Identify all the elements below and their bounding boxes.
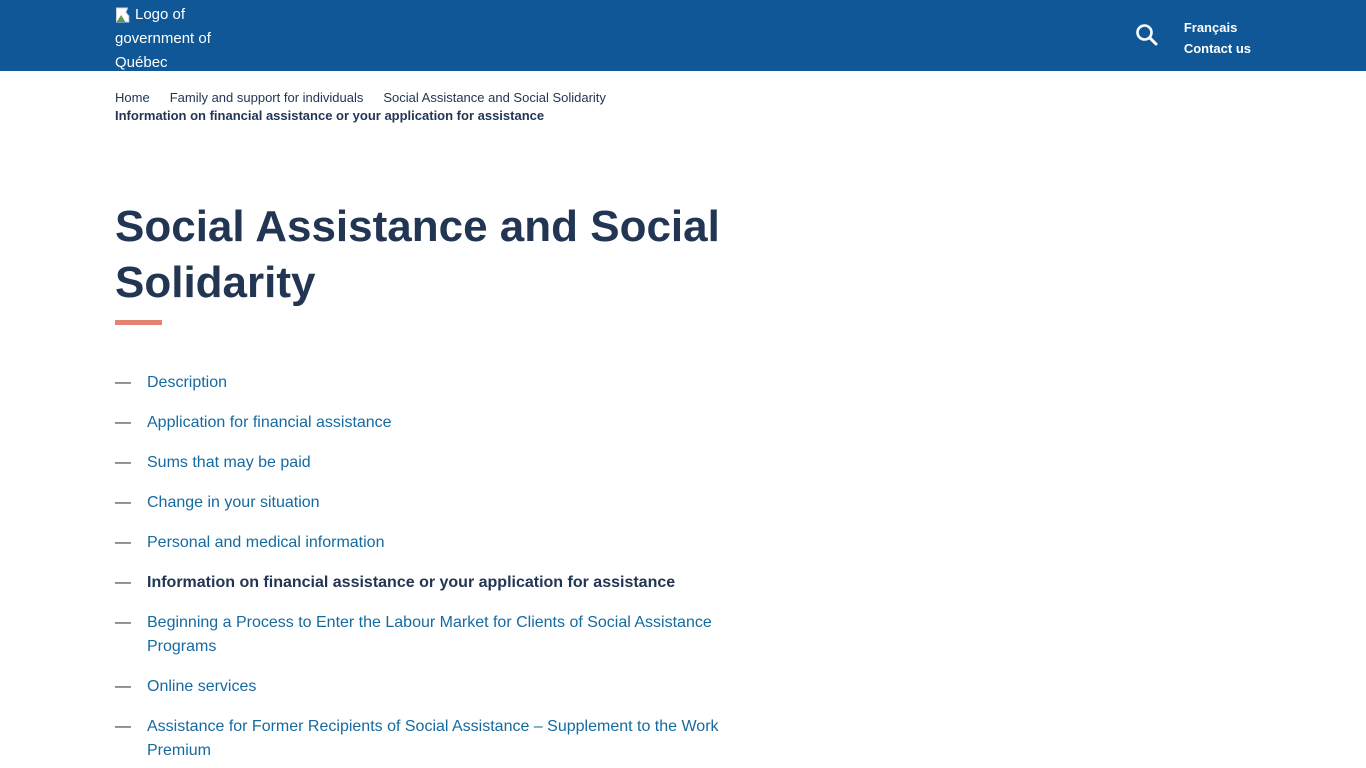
- breadcrumb-item-social-assistance[interactable]: Social Assistance and Social Solidarity: [383, 90, 606, 105]
- contact-us-link[interactable]: Contact us: [1183, 41, 1251, 56]
- toc-current-page-info-financial-assistance: Information on financial assistance or your application for assistance: [147, 574, 676, 591]
- dash-bullet: —: [115, 414, 131, 431]
- logo-alt-text: government of: [115, 30, 211, 47]
- dash-bullet: —: [115, 718, 131, 735]
- dash-bullet: —: [115, 454, 131, 471]
- dash-bullet: —: [115, 678, 131, 695]
- toc-link-beginning-process-labour-market[interactable]: Beginning a Process to Enter the Labour Market for Clients of Social Assistance Programs: [147, 614, 712, 655]
- search-icon: [1134, 36, 1160, 51]
- page-title: Social Assistance and Social Solidarity: [115, 202, 720, 307]
- breadcrumb-item-family-support[interactable]: Family and support for individuals: [169, 90, 364, 105]
- list-item: [115, 571, 1366, 595]
- site-header: [0, 0, 1366, 71]
- logo-link[interactable]: [115, 3, 211, 75]
- list-item: [115, 675, 1366, 699]
- list-item: [115, 411, 1366, 435]
- logo-alt-text: Québec: [115, 54, 168, 71]
- list-item: [115, 451, 1366, 475]
- toc-link-change-situation[interactable]: Change in your situation: [147, 494, 320, 511]
- dash-bullet: —: [115, 574, 131, 591]
- toc-link-personal-medical-info[interactable]: Personal and medical information: [147, 534, 385, 551]
- title-accent-bar: [115, 320, 162, 325]
- header-links: [1184, 17, 1251, 59]
- dash-bullet: —: [115, 494, 131, 511]
- breadcrumb: [115, 89, 1366, 125]
- broken-image-icon: [115, 7, 133, 23]
- header-right: [1134, 0, 1251, 71]
- list-item: [115, 491, 1366, 515]
- dash-bullet: —: [115, 614, 131, 631]
- toc-link-application-financial-assistance[interactable]: Application for financial assistance: [147, 414, 392, 431]
- toc-link-online-services[interactable]: Online services: [147, 678, 257, 695]
- list-item: [115, 531, 1366, 555]
- logo-alt-line: [115, 3, 211, 27]
- list-item: [115, 715, 1366, 763]
- dash-bullet: —: [115, 374, 131, 391]
- toc-link-former-recipients-work-premium[interactable]: Assistance for Former Recipients of Social Assistance – Supplement to the Work Premium: [147, 718, 719, 759]
- search-button[interactable]: [1134, 22, 1160, 48]
- breadcrumb-current-page: Information on financial assistance or your application for assistance: [115, 108, 545, 123]
- language-toggle-link[interactable]: Français: [1183, 20, 1238, 35]
- breadcrumb-item-home[interactable]: Home: [115, 90, 150, 105]
- logo-alt-text: Logo of: [135, 6, 186, 23]
- toc-list: [115, 371, 1366, 763]
- list-item: [115, 611, 1366, 659]
- dash-bullet: —: [115, 534, 131, 551]
- toc-link-description[interactable]: Description: [147, 374, 228, 391]
- main-content: [115, 199, 1366, 763]
- toc-link-sums-paid[interactable]: Sums that may be paid: [147, 454, 311, 471]
- list-item: [115, 371, 1366, 395]
- breadcrumb-row: [115, 89, 1366, 107]
